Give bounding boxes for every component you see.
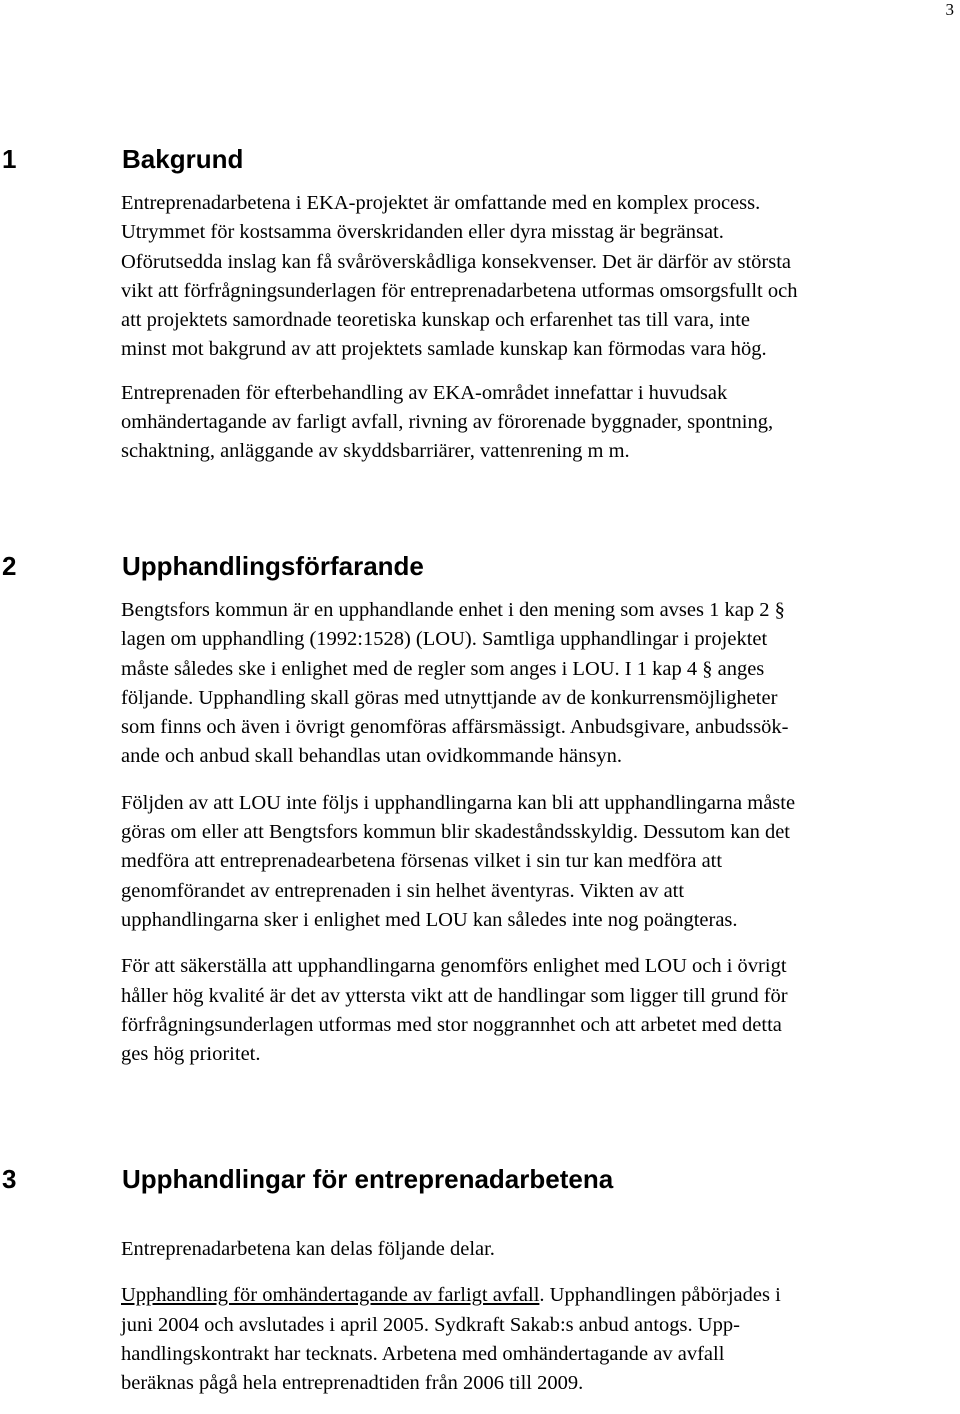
text-line: som finns och även i övrigt genomföras affärsmässigt. Anbudsgivare, anbudssök- (121, 716, 789, 739)
text-line: juni 2004 och avslutades i april 2005. Sydkraft Sakab:s anbud antogs. Upp- (121, 1313, 740, 1336)
paragraph (121, 1281, 947, 1398)
text-line: Entreprenadarbetena i EKA-projektet är omfattande med en komplex process. (121, 192, 761, 214)
text-line: måste således ske i enlighet med de regler som anges i LOU. I 1 kap 4 § anges (121, 657, 765, 680)
text-line: Entreprenadarbetena kan delas följande delar. (121, 1238, 495, 1260)
text-line: Bengtsfors kommun är en upphandlande enhet i den mening som avses 1 kap 2 § (121, 599, 785, 621)
item-title: Upphandling för omhändertagande av farligt avfall (121, 1284, 540, 1307)
text-line: lagen om upphandling (1992:1528) (LOU). Samtliga upphandlingar i projektet (121, 628, 768, 651)
text-line: medföra att entreprenadearbetena försenas vilket i sin tur kan medföra att (121, 850, 723, 873)
text-line: Entreprenaden för efterbehandling av EKA-området innefattar i huvudsak (121, 381, 728, 404)
section-title: Bakgrund (122, 144, 244, 174)
text-line: handlingskontrakt har tecknats. Arbetena med omhändertagande av avfall (121, 1342, 725, 1365)
paragraph (121, 1235, 947, 1264)
section-number: 2 (2, 551, 17, 581)
section-heading (0, 547, 960, 585)
text-fragment: . Upphandlingen påbörjades i (539, 1284, 781, 1307)
section-upphandlingsforfarande (0, 547, 960, 1069)
page-number: 3 (945, 0, 954, 19)
text-line: schaktning, anläggande av skyddsbarriärer, vattenrening m m. (121, 440, 630, 463)
paragraph (121, 952, 947, 1069)
text-line: Följden av att LOU inte följs i upphandlingarna kan bli att upphandlingarna måste (121, 791, 796, 814)
text-line: upphandlingarna sker i enlighet med LOU kan således inte nog poängteras. (121, 908, 738, 931)
text-line: beräknas pågå hela entreprenadtiden från 2006 till 2009. (121, 1372, 584, 1395)
text-line: ande och anbud skall behandlas utan ovidkommande hänsyn. (121, 745, 622, 768)
section-bakgrund (0, 140, 960, 467)
text-line: omhändertagande av farligt avfall, rivning av förorenade byggnader, spontning, (121, 411, 774, 434)
section-title: Upphandlingar för entreprenadarbetena (122, 1164, 614, 1194)
section-upphandlingar (0, 1160, 960, 1398)
paragraph (121, 789, 947, 935)
text-line: genomförandet av entreprenaden i sin helhet äventyras. Vikten av att (121, 879, 685, 902)
paragraph (121, 596, 947, 772)
text-line: att projektets samordnade teoretiska kunskap och erfarenhet tas till vara, inte (121, 309, 751, 332)
text-line: göras om eller att Bengtsfors kommun blir skadeståndsskyldig. Dessutom kan det (121, 821, 791, 844)
text-line: Utrymmet för kostsamma överskridanden eller dyra misstag är begränsat. (121, 221, 724, 244)
text-line: förfrågningsunderlagen utformas med stor noggrannhet och att arbetet med detta (121, 1013, 782, 1036)
text-line (121, 1281, 947, 1310)
text-line: Oförutsedda inslag kan få svåröverskådliga konsekvenser. Det är därför av största (121, 250, 792, 273)
section-heading (0, 140, 960, 178)
paragraph (121, 379, 947, 467)
section-heading (0, 1160, 960, 1198)
text-line: För att säkerställa att upphandlingarna genomförs enlighet med LOU och i övrigt (121, 955, 787, 978)
text-line: vikt att förfrågningsunderlagen för entreprenadarbetena utformas omsorgsfullt och (121, 279, 798, 302)
text-line: håller hög kvalité är det av yttersta vikt att de handlingar som ligger till grund för (121, 984, 788, 1007)
text-line: ges hög prioritet. (121, 1043, 261, 1066)
text-line: minst mot bakgrund av att projektets samlade kunskap kan förmodas vara hög. (121, 338, 767, 361)
section-number: 3 (2, 1164, 17, 1194)
section-number: 1 (2, 144, 17, 174)
section-title: Upphandlingsförfarande (122, 551, 424, 581)
text-line: följande. Upphandling skall göras med utnyttjande av de konkurrensmöjligheter (121, 686, 778, 709)
paragraph (121, 189, 947, 365)
